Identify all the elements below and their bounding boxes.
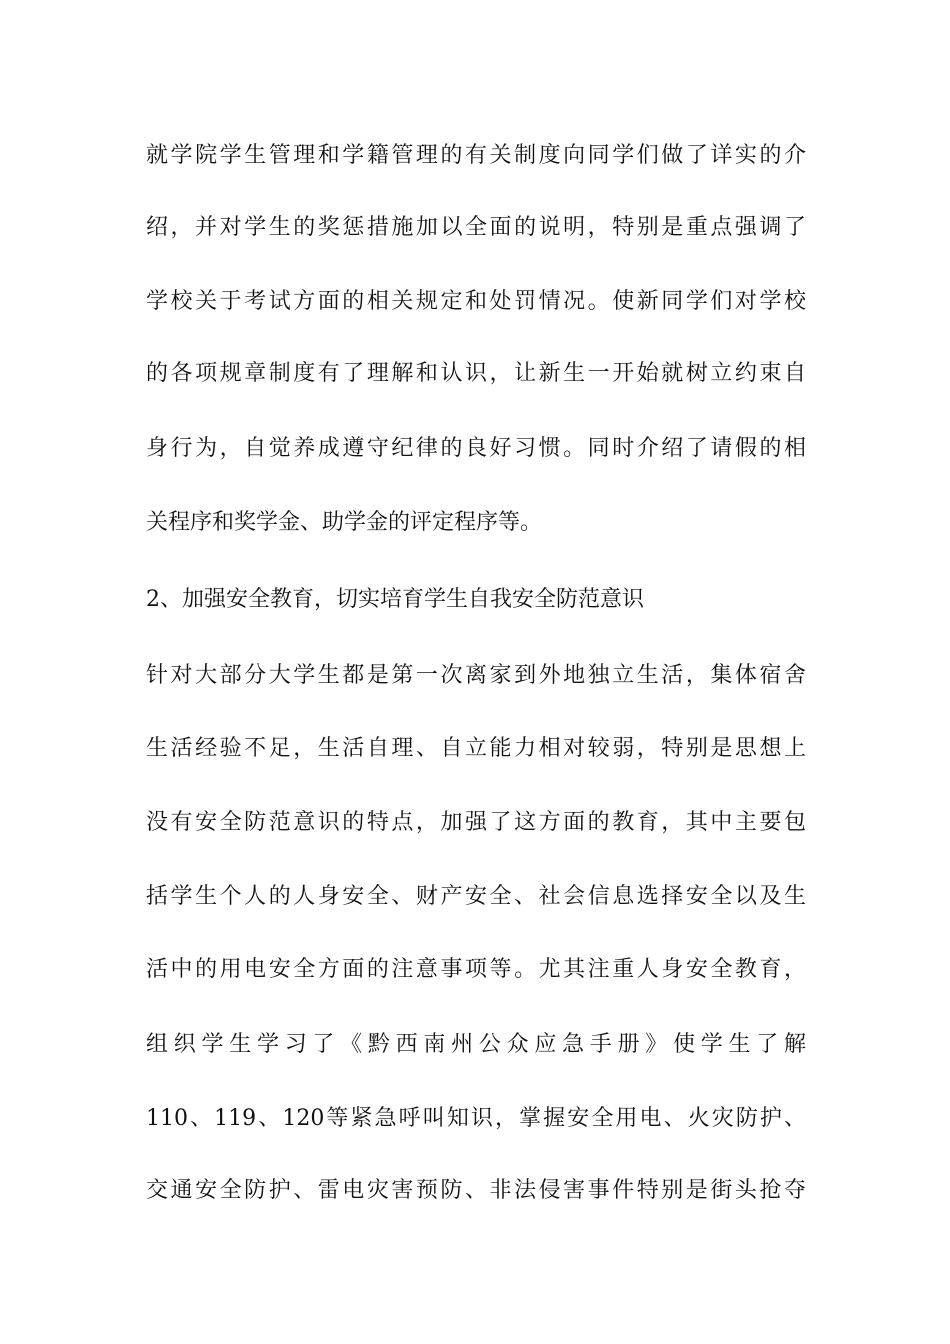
paragraph-line: 关程序和奖学金、助学金的评定程序等。	[146, 510, 543, 535]
paragraph-line: 生活经验不足，生活自理、自立能力相对较弱，特别是思想上	[146, 736, 806, 761]
paragraph-line: 组织学生学习了《黔西南州公众应急手册》使学生了解	[146, 1032, 806, 1057]
paragraph-line: 括学生个人的人身安全、财产安全、社会信息选择安全以及生	[146, 884, 806, 909]
paragraph-line: 110、119、120等紧急呼叫知识，掌握安全用电、火灾防护、	[146, 1106, 806, 1131]
paragraph-line: 活中的用电安全方面的注意事项等。尤其注重人身安全教育，	[146, 957, 806, 982]
paragraph-line: 绍，并对学生的奖惩措施加以全面的说明，特别是重点强调了	[146, 215, 806, 240]
paragraph-line: 针对大部分大学生都是第一次离家到外地独立生活，集体宿舍	[146, 663, 806, 688]
section-heading: 2、加强安全教育，切实培育学生自我安全防范意识	[146, 587, 644, 612]
paragraph-line: 的各项规章制度有了理解和认识，让新生一开始就树立约束自	[146, 361, 806, 386]
paragraph-line: 交通安全防护、雷电灾害预防、非法侵害事件特别是街头抢夺	[146, 1178, 806, 1203]
paragraph-line: 身行为，自觉养成遵守纪律的良好习惯。同时介绍了请假的相	[146, 436, 806, 461]
paragraph-line: 就学院学生管理和学籍管理的有关制度向同学们做了详实的介	[146, 143, 806, 168]
paragraph-line: 没有安全防范意识的特点，加强了这方面的教育，其中主要包	[146, 810, 806, 835]
paragraph-line: 学校关于考试方面的相关规定和处罚情况。使新同学们对学校	[146, 289, 806, 314]
